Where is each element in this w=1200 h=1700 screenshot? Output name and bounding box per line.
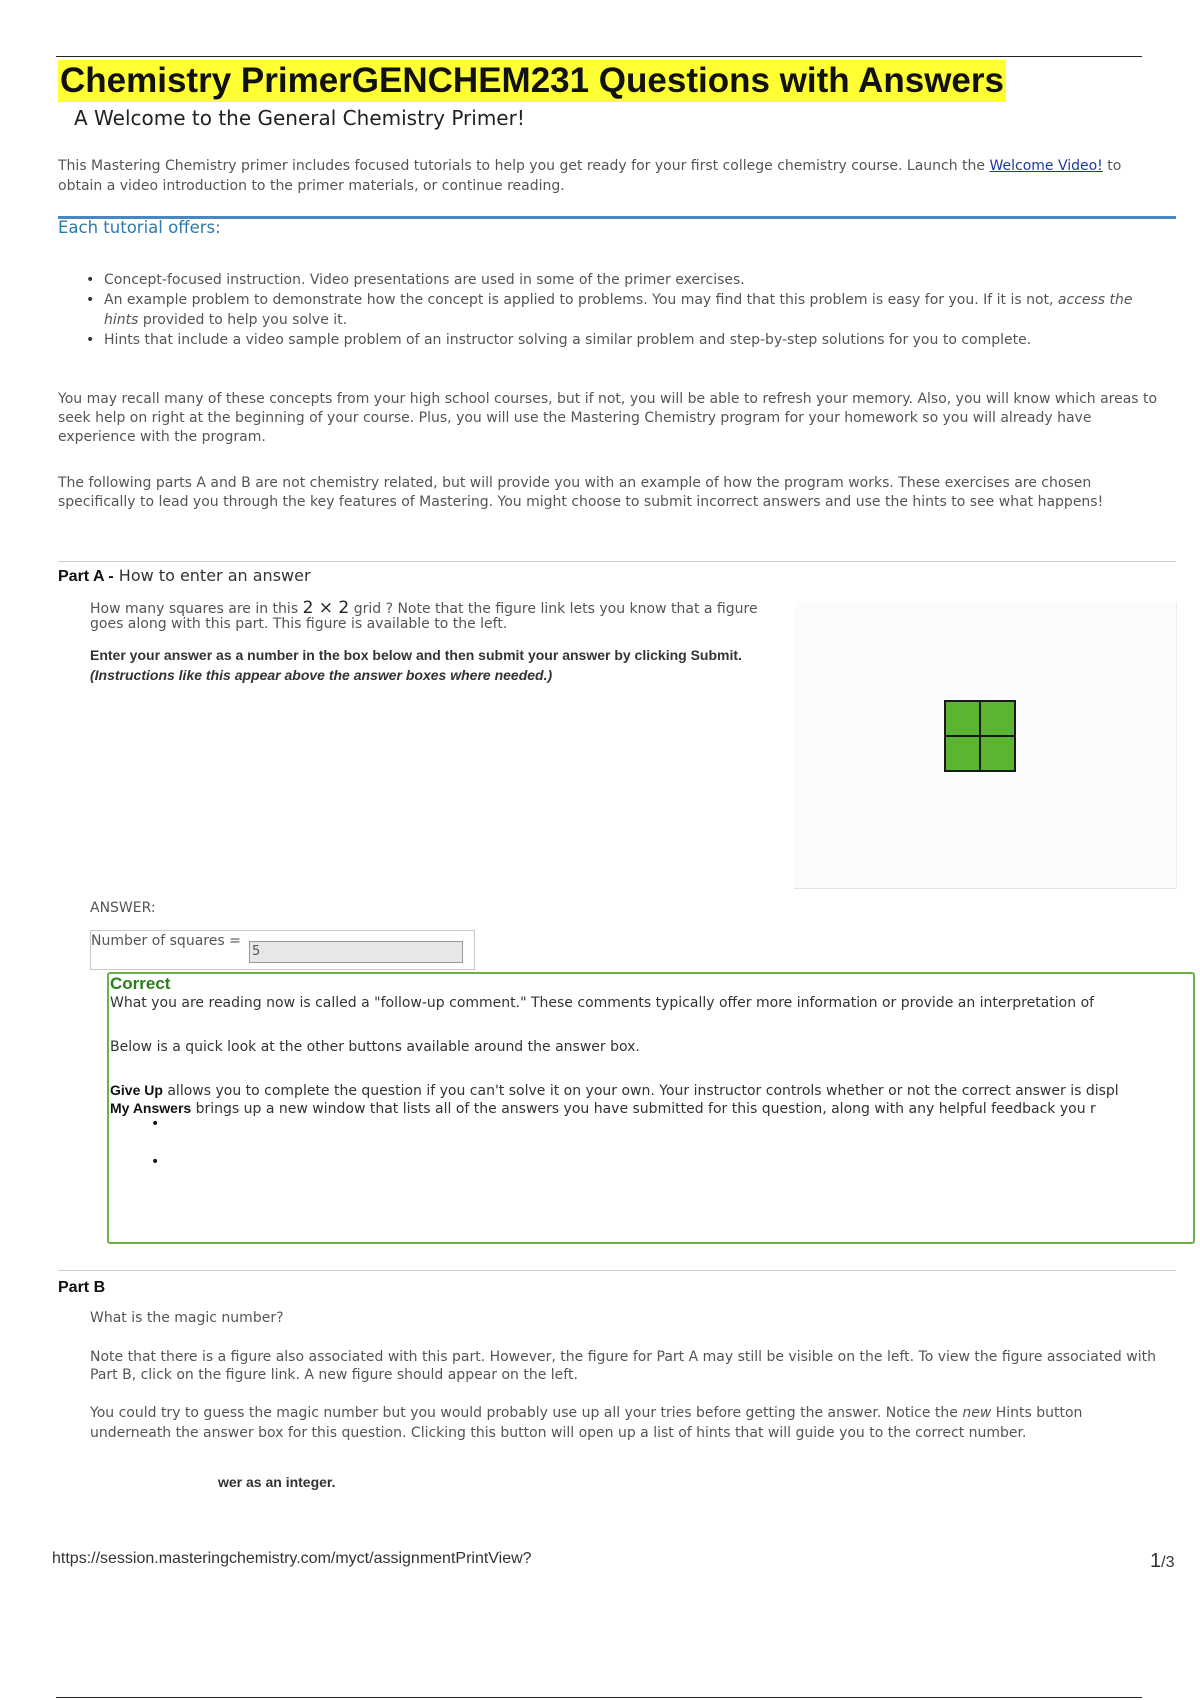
part-a-label: Part A - [58, 568, 114, 585]
part-b-guess [90, 1403, 1150, 1443]
bottom-rule [56, 1697, 1142, 1698]
list-item [86, 270, 1134, 290]
page-current: 1 [1150, 1550, 1162, 1572]
bullet-icon: • [86, 292, 95, 308]
new-emphasis: new [962, 1405, 992, 1421]
figure-panel [794, 602, 1177, 889]
divider [58, 561, 1176, 562]
grid-figure [944, 700, 1016, 772]
bullet-icon: • [86, 272, 95, 288]
feedback-buttons-intro: Below is a quick look at the other buttons available around the answer box. [110, 1039, 640, 1055]
footer-url: https://session.masteringchemistry.com/myct/assignmentPrintView? [52, 1550, 532, 1567]
guess-text-end: Hints button underneath the answer box for this question. Clicking this button will open up a list of hints that will guide you to the correct number. [90, 1405, 1083, 1441]
answer-input[interactable]: 5 [249, 941, 463, 963]
welcome-video-link[interactable]: Welcome Video! [989, 158, 1103, 174]
feedback-box [107, 972, 1195, 1244]
grid-size-math: 2 × 2 [302, 598, 350, 618]
feedback-give-up [110, 1081, 1119, 1100]
part-b-label: Part B [58, 1279, 106, 1296]
top-rule [56, 56, 1142, 57]
answer-label: ANSWER: [90, 900, 156, 916]
instruction-text: Enter your answer as a number in the box below and then submit your answer by clicking Submit. [90, 647, 742, 663]
intro-text-end: to obtain a video introduction to the primer materials, or continue reading. [58, 158, 1122, 194]
document-title: Chemistry PrimerGENCHEM231 Questions with Answers [60, 61, 1004, 100]
document-subtitle: A Welcome to the General Chemistry Primer! [74, 106, 525, 130]
my-answers-label: My Answers [110, 1100, 192, 1116]
intro-paragraph [58, 156, 1142, 196]
part-b-note: Note that there is a figure also associated with this part. However, the figure for Part A may still be visible on the left. To view the figure associated with Part B, click on the figure link. A new figure should appear on the left. [90, 1349, 1156, 1383]
feedback-my-answers [110, 1099, 1096, 1118]
divider [58, 1270, 1176, 1271]
tutorial-heading: Each tutorial offers: [58, 218, 221, 237]
list-item [86, 290, 1134, 330]
bullet-text: Concept-focused instruction. Video presentations are used in some of the primer exercises. [104, 272, 745, 288]
give-up-text: allows you to complete the question if you can't solve it on your own. Your instructor controls whether or not the correct answer is displ [162, 1083, 1119, 1099]
part-b-title [58, 1277, 105, 1297]
part-a-instruction [90, 645, 780, 685]
part-a-title [58, 566, 311, 586]
question-text-end: grid ? Note that the figure link lets you know that a figure goes along with this part. This figure is available to the left. [90, 601, 758, 632]
instruction-note: (Instructions like this appear above the answer boxes where needed.) [90, 667, 553, 683]
give-up-label: Give Up [110, 1082, 163, 1098]
answer-prefix: Number of squares = [91, 933, 241, 949]
feedback-status: Correct [110, 974, 171, 993]
bullet-icon: • [151, 1116, 160, 1132]
bullet-text-end: provided to help you solve it. [138, 312, 348, 328]
bullet-icon: • [151, 1154, 160, 1170]
guess-text: You could try to guess the magic number but you would probably use up all your tries before getting the answer. Notice the [90, 1405, 963, 1421]
recall-paragraph: You may recall many of these concepts from your high school courses, but if not, you will be able to refresh your memory. Also, you will know which areas to seek help on right at the beginning of your course. Plus, you will use the Mastering Chemistry program for your homework so you will already have experience with the program. [58, 391, 1158, 445]
bullet-text: Hints that include a video sample problem of an instructor solving a similar problem and step-by-step solutions for you to complete. [104, 332, 1032, 348]
page-number [1150, 1550, 1174, 1573]
parts-intro-paragraph: The following parts A and B are not chemistry related, but will provide you with an example of how the program works. These exercises are chosen specifically to lead you through the key features of Mastering. You might choose to submit incorrect answers and use the hints to see what happens! [58, 475, 1104, 510]
answer-box [90, 930, 475, 970]
page-total: /3 [1161, 1554, 1175, 1571]
grid-divider-horizontal [946, 735, 1014, 737]
my-answers-text: brings up a new window that lists all of the answers you have submitted for this question, along with any helpful feedback you r [191, 1101, 1096, 1117]
bullet-icon: • [86, 332, 95, 348]
part-b-question: What is the magic number? [90, 1310, 284, 1326]
part-a-heading: How to enter an answer [113, 566, 311, 585]
intro-text: This Mastering Chemistry primer includes focused tutorials to help you get ready for your first college chemistry course. Launch the [58, 158, 990, 174]
feedback-comment: What you are reading now is called a "follow-up comment." These comments typically offer more information or provide an interpretation of [110, 995, 1095, 1011]
part-a-question [90, 598, 780, 632]
part-b-instruction: wer as an integer. [218, 1474, 336, 1490]
tutorial-bullet-list [86, 270, 1134, 350]
bullet-text: An example problem to demonstrate how the concept is applied to problems. You may find that this problem is easy for you. If it is not, [104, 292, 1058, 308]
access-hints-emphasis: access the hints [104, 292, 1133, 328]
question-text: How many squares are in this [90, 601, 303, 617]
list-item [86, 330, 1134, 350]
